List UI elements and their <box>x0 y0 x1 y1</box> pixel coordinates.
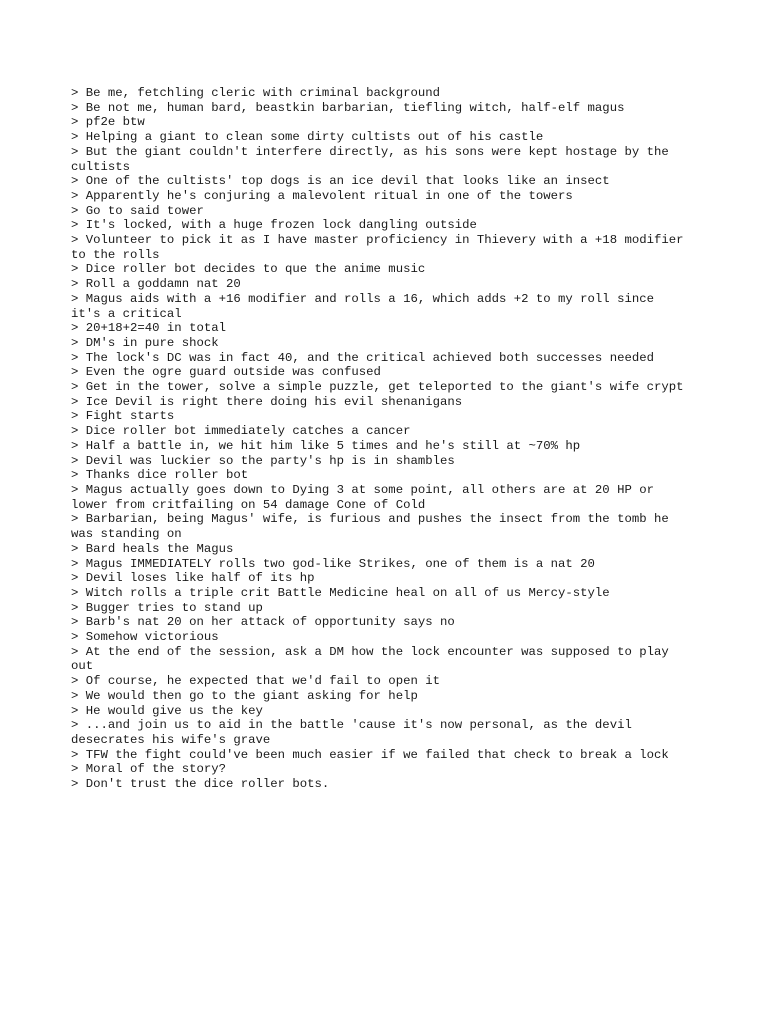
text-line: > Get in the tower, solve a simple puzzle, get teleported to the giant's wife crypt <box>71 380 684 395</box>
text-line: > Half a battle in, we hit him like 5 times and he's still at ~70% hp <box>71 438 581 453</box>
text-line: > TFW the fight could've been much easier if we failed that check to break a lock <box>71 747 669 762</box>
text-line: > Devil loses like half of its hp <box>71 571 315 586</box>
text-line: > Be me, fetchling cleric with criminal background <box>71 86 440 100</box>
text-line: > Even the ogre guard outside was confused <box>71 365 381 380</box>
text-line: > Don't trust the dice roller bots. <box>71 777 330 792</box>
text-line: > Barb's nat 20 on her attack of opportunity says no <box>71 615 455 630</box>
text-line: > Dice roller bot decides to que the anime music <box>71 262 426 277</box>
text-line: > The lock's DC was in fact 40, and the critical achieved both successes needed <box>71 350 654 365</box>
text-line: > Thanks dice roller bot <box>71 468 249 483</box>
text-line: > Witch rolls a triple crit Battle Medicine heal on all of us Mercy-style <box>71 585 610 600</box>
text-line: > It's locked, with a huge frozen lock dangling outside <box>71 218 477 233</box>
text-line: > Apparently he's conjuring a malevolent ritual in one of the towers <box>71 188 573 203</box>
text-line: > Dice roller bot immediately catches a cancer <box>71 424 411 439</box>
text-line: > Be not me, human bard, beastkin barbarian, tiefling witch, half-elf magus <box>71 100 625 115</box>
text-line: > Bard heals the Magus <box>71 541 234 556</box>
text-line: > Of course, he expected that we'd fail to open it <box>71 674 440 689</box>
text-line: > Volunteer to pick it as I have master proficiency in Thievery with a +18 modifier to the rolls <box>71 233 684 262</box>
greentext-document <box>71 86 711 792</box>
text-line: > Somehow victorious <box>71 630 219 645</box>
text-line: > Magus actually goes down to Dying 3 at some point, all others are at 20 HP or lower from critfailing on 54 damage Cone of Cold <box>71 482 654 512</box>
text-line: > One of the cultists' top dogs is an ice devil that looks like an insect <box>71 174 610 189</box>
text-line: > Ice Devil is right there doing his evil shenanigans <box>71 394 463 409</box>
text-line: > Devil was luckier so the party's hp is in shambles <box>71 453 455 468</box>
text-line: > At the end of the session, ask a DM how the lock encounter was supposed to play out <box>71 644 669 674</box>
text-line: > Bugger tries to stand up <box>71 600 263 615</box>
text-line: > Go to said tower <box>71 203 204 218</box>
text-line: > Roll a goddamn nat 20 <box>71 277 241 292</box>
text-line: > Moral of the story? <box>71 762 226 777</box>
text-line: > DM's in pure shock <box>71 335 219 350</box>
text-line: > He would give us the key <box>71 703 263 718</box>
text-line: > Magus aids with a +16 modifier and rolls a 16, which adds +2 to my roll since it's a critical <box>71 291 654 321</box>
text-line: > But the giant couldn't interfere directly, as his sons were kept hostage by the cultists <box>71 144 669 174</box>
text-line: > ...and join us to aid in the battle 'cause it's now personal, as the devil desecrates his wife's grave <box>71 718 632 747</box>
text-line: > Barbarian, being Magus' wife, is furious and pushes the insect from the tomb he was standing on <box>71 512 669 542</box>
text-line: > 20+18+2=40 in total <box>71 321 226 336</box>
text-line: > We would then go to the giant asking for help <box>71 688 418 703</box>
text-line: > pf2e btw <box>71 115 145 130</box>
text-line: > Magus IMMEDIATELY rolls two god-like Strikes, one of them is a nat 20 <box>71 556 595 571</box>
text-line: > Helping a giant to clean some dirty cultists out of his castle <box>71 130 544 145</box>
text-line: > Fight starts <box>71 409 175 424</box>
